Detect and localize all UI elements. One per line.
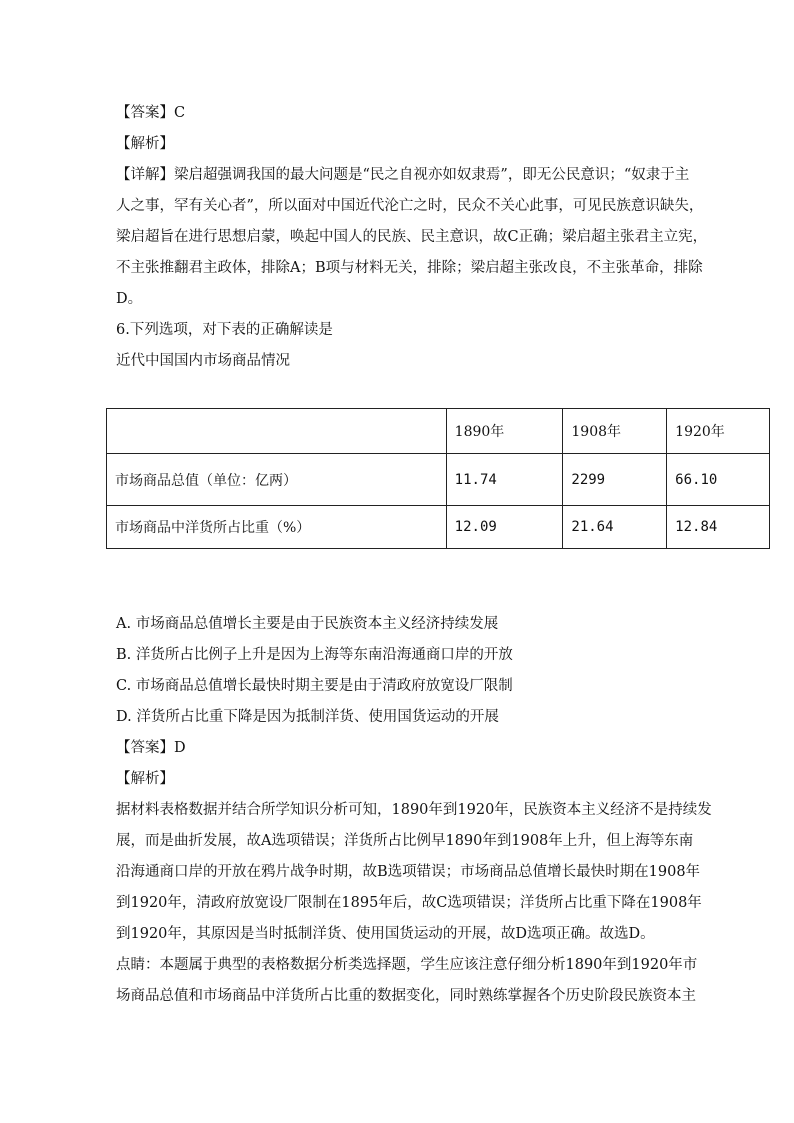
option-c: C. 市场商品总值增长最快时期主要是由于清政府放宽设厂限制 xyxy=(116,678,513,694)
table-cell: 21.64 xyxy=(563,506,667,549)
q6-analysis-line: 据材料表格数据并结合所学知识分析可知，1890年到1920年，民族资本主义经济不是持续发 xyxy=(116,802,712,818)
table-header-cell: 1920年 xyxy=(667,409,770,454)
q5-detail-line: 人之事，罕有关心者”，所以面对中国近代沦亡之时，民众不关心此事，可见民族意识缺失， xyxy=(116,198,704,214)
market-table xyxy=(106,408,770,549)
table-cell: 66.10 xyxy=(667,454,770,506)
table-cell: 11.74 xyxy=(446,454,563,506)
q5-detail-line: 梁启超旨在进行思想启蒙，唤起中国人的民族、民主意识，故C正确；梁启超主张君主立宪， xyxy=(116,229,708,245)
q6-analysis-heading: 【解析】 xyxy=(116,771,174,787)
option-b: B. 洋货所占比例子上升是因为上海等东南沿海通商口岸的开放 xyxy=(116,647,513,663)
table-header-cell: 1908年 xyxy=(563,409,667,454)
table-row xyxy=(107,454,770,506)
q6-analysis-line: 沿海通商口岸的开放在鸦片战争时期，故B选项错误；市场商品总值增长最快时期在1908年 xyxy=(116,864,701,880)
table-title: 近代中国国内市场商品情况 xyxy=(116,353,290,369)
q6-tip-line: 点睛：本题属于典型的表格数据分析类选择题，学生应该注意仔细分析1890年到1920年市 xyxy=(116,957,698,973)
q6-stem: 6.下列选项，对下表的正确解读是 xyxy=(116,322,333,338)
table-header-cell: 1890年 xyxy=(446,409,563,454)
q5-answer: 【答案】C xyxy=(116,105,186,121)
q6-answer: 【答案】D xyxy=(116,740,186,756)
q5-detail-line: D。 xyxy=(116,291,143,307)
option-a: A. 市场商品总值增长主要是由于民族资本主义经济持续发展 xyxy=(116,616,499,632)
table-cell: 2299 xyxy=(563,454,667,506)
table-header-cell xyxy=(107,409,447,454)
option-d: D. 洋货所占比重下降是因为抵制洋货、使用国货运动的开展 xyxy=(116,709,499,725)
q5-detail-line: 【详解】梁启超强调我国的最大问题是“民之自视亦如奴隶焉”，即无公民意识；“奴隶于主 xyxy=(116,167,690,183)
table-header-row xyxy=(107,409,770,454)
table-row-label: 市场商品中洋货所占比重（%） xyxy=(107,506,447,549)
q5-analysis-heading: 【解析】 xyxy=(116,136,174,152)
q6-tip-line: 场商品总值和市场商品中洋货所占比重的数据变化，同时熟练掌握各个历史阶段民族资本主 xyxy=(116,988,696,1004)
table-cell: 12.84 xyxy=(667,506,770,549)
q5-detail-line: 不主张推翻君主政体，排除A；B项与材料无关，排除；梁启超主张改良，不主张革命，排除 xyxy=(116,260,703,276)
table-row xyxy=(107,506,770,549)
table-cell: 12.09 xyxy=(446,506,563,549)
q6-analysis-line: 到1920年，其原因是当时抵制洋货、使用国货运动的开展，故D选项正确。故选D。 xyxy=(116,926,655,942)
q6-analysis-line: 到1920年，清政府放宽设厂限制在1895年后，故C选项错误；洋货所占比重下降在1908年 xyxy=(116,895,702,911)
table-row-label: 市场商品总值（单位：亿两） xyxy=(107,454,447,506)
q6-analysis-line: 展，而是曲折发展，故A选项错误；洋货所占比例早1890年到1908年上升，但上海等东南 xyxy=(116,833,694,849)
